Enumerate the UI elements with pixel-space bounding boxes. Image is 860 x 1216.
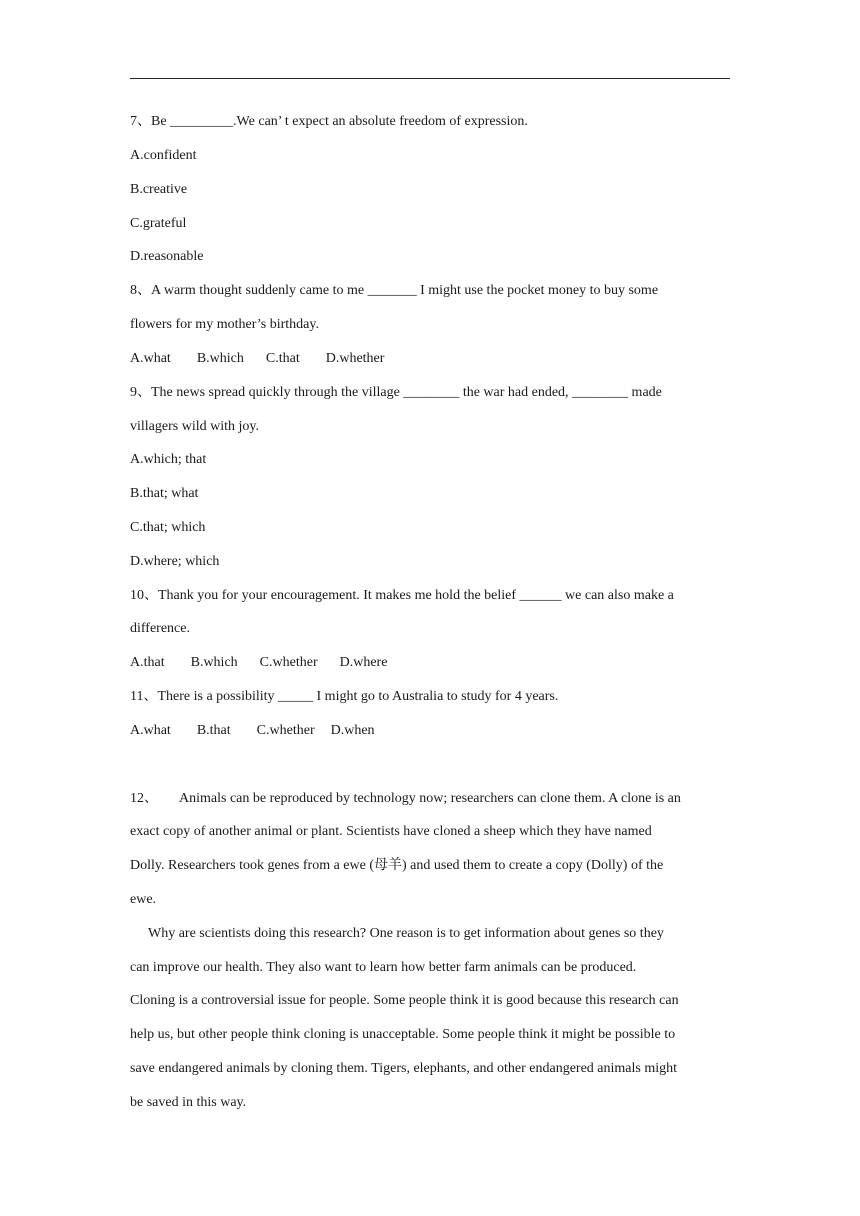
q12-para1-line3: Dolly. Researchers took genes from a ewe (母羊) and used them to create a copy (Dolly) of the xyxy=(130,858,664,873)
q10-options xyxy=(130,654,387,672)
q12-para2-line1: Why are scientists doing this research? One reason is to get information about genes so they xyxy=(148,926,664,941)
header-rule xyxy=(130,78,730,79)
q8-option-b: B.which xyxy=(196,351,244,366)
q8-option-a: A.what xyxy=(130,351,171,366)
q9-option-d: D.where; which xyxy=(130,554,220,569)
q10-stem-line2: difference. xyxy=(130,621,190,636)
q10-option-c: C.whether xyxy=(259,655,318,670)
q11-stem: 11、There is a possibility _____ I might go to Australia to study for 4 years. xyxy=(130,689,559,704)
q8-option-d: D.whether xyxy=(325,351,385,366)
q7-option-c: C.grateful xyxy=(130,216,187,231)
q9-option-b: B.that; what xyxy=(130,486,199,501)
q12-para2-line2: can improve our health. They also want to learn how better farm animals can be produced. xyxy=(130,960,637,975)
q11-options xyxy=(130,722,375,740)
q10-stem-line1: 10、Thank you for your encouragement. It makes me hold the belief ______ we can also make a xyxy=(130,588,674,603)
q12-para2-line5: save endangered animals by cloning them. Tigers, elephants, and other endangered animals might xyxy=(130,1061,678,1076)
q9-option-c: C.that; which xyxy=(130,520,206,535)
q8-stem-line1: 8、A warm thought suddenly came to me _______ I might use the pocket money to buy some xyxy=(130,283,659,298)
q10-option-d: D.where xyxy=(339,655,388,670)
q7-option-d: D.reasonable xyxy=(130,249,204,264)
q9-stem-line2: villagers wild with joy. xyxy=(130,419,259,434)
q12-number: 12、 xyxy=(130,791,158,806)
q12-para1-line4: ewe. xyxy=(130,892,157,907)
q7-option-a: A.confident xyxy=(130,148,197,163)
q8-option-c: C.that xyxy=(265,351,300,366)
q12-para1-line1: Animals can be reproduced by technology now; researchers can clone them. A clone is an xyxy=(179,791,681,806)
q11-option-b: B.that xyxy=(196,723,231,738)
q12-para2-line4: help us, but other people think cloning is unacceptable. Some people think it might be possible to xyxy=(130,1027,676,1042)
q12-para2-line6: be saved in this way. xyxy=(130,1095,247,1110)
q10-option-a: A.that xyxy=(130,655,165,670)
q11-option-a: A.what xyxy=(130,723,171,738)
q9-option-a: A.which; that xyxy=(130,452,207,467)
q7-stem: 7、Be _________.We can’ t expect an absolute freedom of expression. xyxy=(130,114,528,129)
q7-option-b: B.creative xyxy=(130,182,188,197)
q8-stem-line2: flowers for my mother’s birthday. xyxy=(130,317,319,332)
q8-options xyxy=(130,350,384,368)
q11-option-d: D.when xyxy=(330,723,375,738)
q12-para1-line2: exact copy of another animal or plant. Scientists have cloned a sheep which they have named xyxy=(130,824,652,839)
q10-option-b: B.which xyxy=(190,655,238,670)
q12-para2-line3: Cloning is a controversial issue for people. Some people think it is good because this research can xyxy=(130,993,679,1008)
q11-option-c: C.whether xyxy=(256,723,315,738)
q9-stem-line1: 9、The news spread quickly through the village ________ the war had ended, ________ made xyxy=(130,385,662,400)
